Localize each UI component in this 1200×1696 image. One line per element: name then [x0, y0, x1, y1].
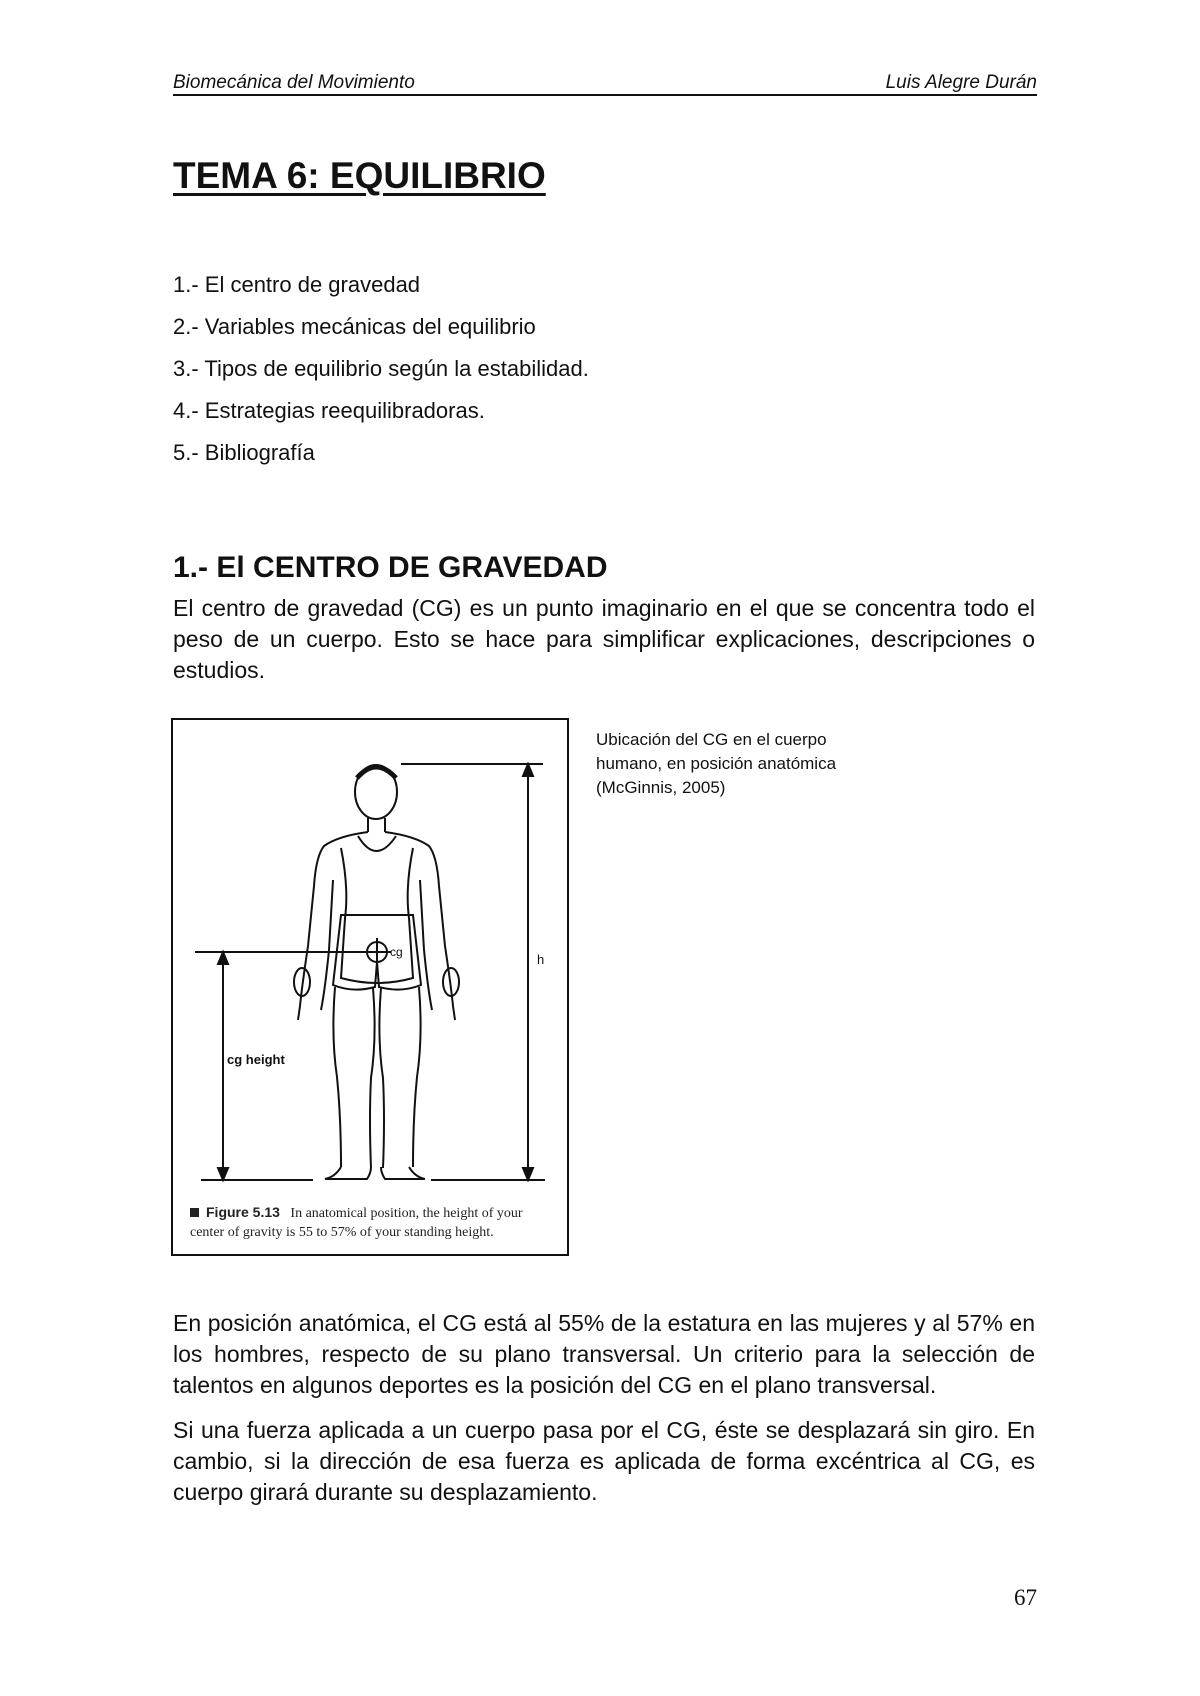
height-label: h [537, 952, 545, 967]
figure-caption-text: In anatomical position, the height of your center of gravity is 55 to 57% of your standing height. [190, 1206, 523, 1240]
toc-item: 5.- Bibliografía [173, 440, 315, 465]
toc-item: 1.- El centro de gravedad [173, 272, 421, 297]
cg-label: cg [390, 945, 403, 959]
section-heading: 1.- El CENTRO DE GRAVEDAD [173, 551, 608, 584]
toc-item: 2.- Variables mecánicas del equilibrio [173, 314, 536, 339]
running-header-left: Biomecánica del Movimiento [173, 72, 415, 93]
page-number: 67 [1014, 1585, 1037, 1610]
intro-paragraph: El centro de gravedad (CG) es un punto imaginario en el que se concentra todo el peso de un cuerpo. Esto se hace para simplificar explicaciones, descripciones o estudios. [173, 595, 1035, 683]
figure-caption [190, 1203, 560, 1242]
toc-item: 3.- Tipos de equilibrio según la estabilidad. [173, 356, 589, 381]
page-title: TEMA 6: EQUILIBRIO [173, 155, 546, 196]
body-cg-illustration [173, 720, 567, 1200]
body-paragraph: En posición anatómica, el CG está al 55% de la estatura en las mujeres y al 57% en los hombres, respecto de su plano transversal. Un criterio para la selección de talentos en algunos deportes es la posición del CG en el plano transversal. [173, 1310, 1035, 1398]
bullet-square-icon [190, 1208, 199, 1217]
body-paragraph: Si una fuerza aplicada a un cuerpo pasa por el CG, éste se desplazará sin giro. En cambio, si la dirección de esa fuerza es aplicada de forma excéntrica al CG, es cuerpo girará durante su desplazamiento. [173, 1417, 1035, 1505]
table-of-contents [173, 272, 589, 482]
figure-box [171, 718, 569, 1256]
cg-height-label: cg height [227, 1052, 285, 1067]
toc-item: 4.- Estrategias reequilibradoras. [173, 398, 485, 423]
header-rule [173, 94, 1037, 96]
running-header-right: Luis Alegre Durán [885, 72, 1037, 93]
figure-side-caption: Ubicación del CG en el cuerpo humano, en posición anatómica (McGinnis, 2005) [596, 730, 837, 797]
figure-number: Figure 5.13 [206, 1204, 280, 1220]
